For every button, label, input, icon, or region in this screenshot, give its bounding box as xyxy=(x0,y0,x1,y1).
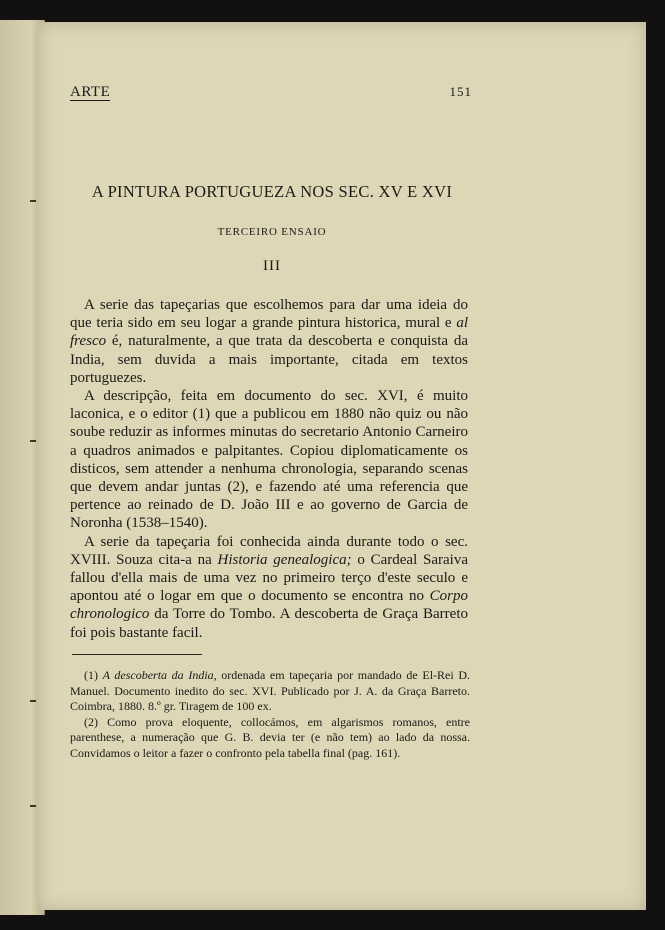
italic-phrase: Corpo chronologico xyxy=(70,588,468,623)
paragraph: A descripção, feita em documento do sec. XVI, é muito laconica, e o editor (1) que a publicou em 1880 não quiz ou não soube reduzir as informes minutas do secretario Antonio Carneiro a quadros animados e palpitantes. Copiou diplomaticamente os disticos, sem attender a nenhuma chronologia, separando scenas que devem andar juntas (2), e fazendo até uma referencia que pertence ao reinado de D. João III e ao governo de Garcia de Noronha (1538–1540). xyxy=(70,388,468,532)
page-mark xyxy=(30,805,36,807)
page-mark xyxy=(30,200,36,202)
paragraph: A serie da tapeçaria foi conhecida ainda durante todo o sec. XVIII. Souza cita-a na Historia genealogica; o Cardeal Saraiva fallou d'ella mais de uma vez no primeiro terço d'este seculo e apontou até o logar em que o documento se encontra no Corpo chronologico da Torre do Tombo. A descoberta de Graça Barreto foi pois bastante facil. xyxy=(70,533,468,641)
footnote-rule xyxy=(72,654,202,655)
italic-phrase: Historia genealogica; xyxy=(217,551,352,568)
article-subtitle: TERCEIRO ENSAIO xyxy=(217,226,327,238)
section-title: ARTE xyxy=(70,84,111,100)
paragraph: A serie das tapeçarias que escolhemos para dar uma ideia do que teria sido em seu logar a grande pintura historica, mural e al fresco é, naturalmente, a que trata da descoberta e conquista da India, sem duvida a mais importante, citada em textos portuguezes. xyxy=(70,297,468,386)
page-mark xyxy=(30,440,36,442)
body-text xyxy=(70,296,468,642)
footnote: (1) A descoberta da India, ordenada em tapeçaria por mandado de El-Rei D. Manuel. Documento inedito do sec. XVI. Publicado por J. A. da Graça Barreto. Coimbra, 1880. 8.º gr. Tiragem de 100 ex. xyxy=(70,668,470,713)
footnote: (2) Como prova eloquente, collocámos, em algarismos romanos, entre parenthese, a numeração que G. B. devia ter (e não tem) ao lado da nossa. Convidamos o leitor a fazer o confronto pela tabella final (pag. 161). xyxy=(70,714,470,760)
chapter-number: III xyxy=(263,258,281,274)
italic-phrase: A descoberta da India, xyxy=(102,668,217,682)
footnotes xyxy=(70,668,470,761)
page-mark xyxy=(30,700,36,702)
page-number: 151 xyxy=(449,84,472,99)
article-title: A PINTURA PORTUGUEZA NOS SEC. XV E XVI xyxy=(91,182,453,201)
italic-phrase: al fresco xyxy=(70,315,468,350)
